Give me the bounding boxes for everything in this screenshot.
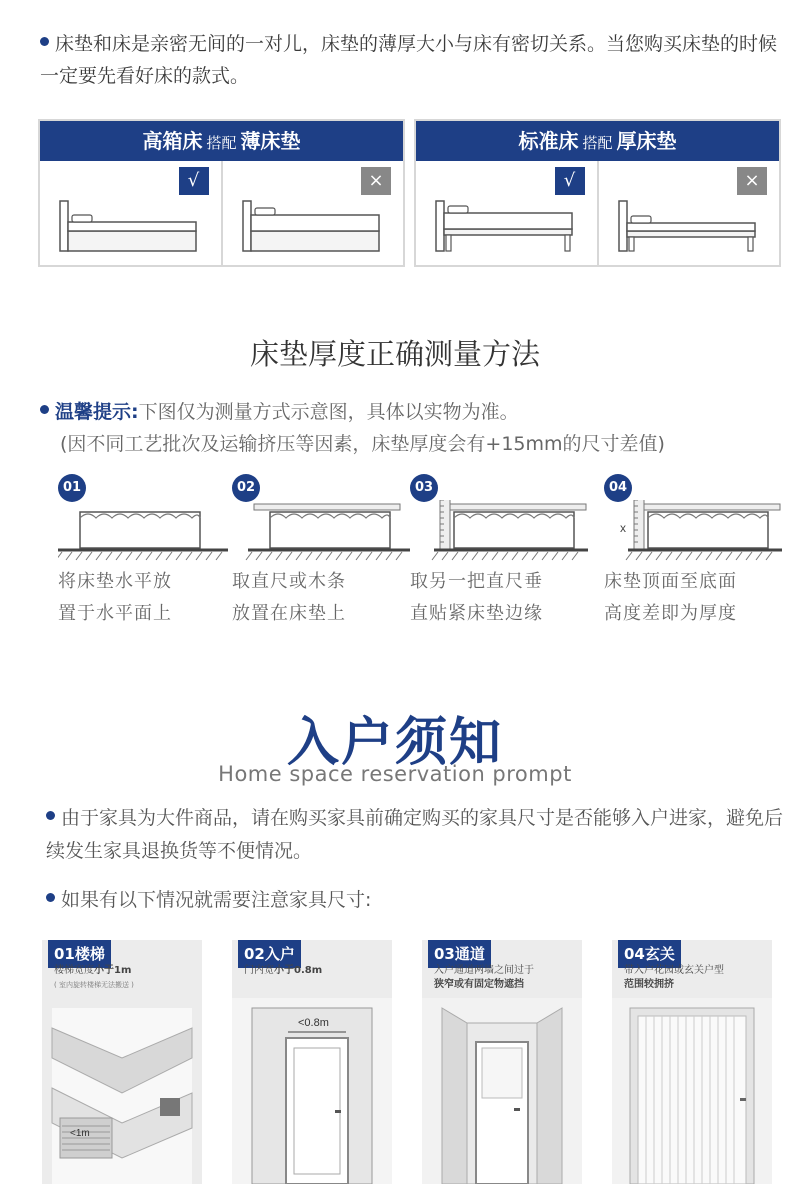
ruler-on-mattress-illustration: [232, 500, 412, 564]
standard-bed-thin-mattress-illustration: [613, 197, 763, 257]
step-number-badge: 03: [410, 474, 438, 502]
bullet-dot: [46, 893, 55, 902]
bed-cell-correct: [40, 161, 221, 265]
measure-step-2: 02 取直尺或木条 放置在床垫上: [232, 474, 412, 634]
entry-subtitle: Home space reservation prompt: [218, 762, 572, 786]
entry-card-stairs: 01楼梯 楼梯宽度小于1m ( 室内旋转楼梯无法搬送 ) <1m: [42, 940, 202, 1184]
vertical-ruler-illustration: [410, 500, 590, 564]
step-number-badge: 02: [232, 474, 260, 502]
tip-note: (因不同工艺批次及运输挤压等因素，床垫厚度会有+15mm的尺寸差值): [60, 433, 665, 455]
high-box-bed-thick-mattress-illustration: [237, 197, 387, 257]
measure-section-title: 床垫厚度正确测量方法: [249, 337, 540, 371]
tip-label: 温馨提示:: [55, 401, 139, 423]
intro-text: 床垫和床是亲密无间的一对儿，床垫的薄厚大小与床有密切关系。当您购买床垫的时候一定要先看好床的款式。: [40, 33, 778, 87]
step-number-badge: 01: [58, 474, 86, 502]
step-number-badge: 04: [604, 474, 632, 502]
standard-bed-thick-mattress-illustration: [430, 197, 580, 257]
bed-panel-header: 高箱床 搭配 薄床垫: [40, 121, 403, 161]
measure-tip: [40, 396, 780, 460]
bed-panel-high-box: [38, 119, 405, 267]
entry-card-corridor: 03通道 入户通道两墙之间过于 狭窄或有固定物遮挡: [422, 940, 582, 1184]
foyer-curtain-illustration: [612, 998, 772, 1184]
bed-cell-wrong: [221, 161, 404, 265]
entry-paragraph-2: 如果有以下情况就需要注意家具尺寸:: [46, 884, 786, 917]
high-box-bed-thin-mattress-illustration: [54, 197, 204, 257]
card-tag: 01楼梯: [48, 940, 111, 968]
bed-panel-header: 标准床 搭配 厚床垫: [416, 121, 779, 161]
entry-card-door: 02入户 门内宽小于0.8m <0.8m: [232, 940, 392, 1184]
bullet-dot: [46, 811, 55, 820]
card-tag: 02入户: [238, 940, 301, 968]
stairs-illustration: [42, 998, 202, 1184]
entry-card-foyer: 04玄关 带入户花园或玄关户型 范围较拥挤: [612, 940, 772, 1184]
thickness-measurement-illustration: [604, 500, 784, 564]
check-icon: √: [179, 167, 209, 195]
door-illustration: [232, 998, 392, 1184]
stairs-dimension-label: <1m: [70, 1128, 90, 1139]
door-dimension-label: <0.8m: [298, 1017, 329, 1029]
bullet-dot: [40, 405, 49, 414]
tip-text: 下图仅为测量方式示意图，具体以实物为准。: [138, 401, 519, 423]
measure-step-3: 03 取另一把直尺垂 直贴紧床垫边缘: [410, 474, 590, 634]
bed-cell-correct: [416, 161, 597, 265]
bullet-dot: [40, 37, 49, 46]
mattress-on-floor-illustration: [58, 500, 238, 564]
measure-step-1: 01 将床垫水平放 置于水平面上: [58, 474, 238, 634]
check-icon: √: [555, 167, 585, 195]
close-icon: ×: [361, 167, 391, 195]
thickness-x-label: x: [620, 521, 626, 535]
measure-step-4: 04 x 床垫顶面至底面 高度差即为厚度: [604, 474, 784, 634]
card-tag: 04玄关: [618, 940, 681, 968]
card-tag: 03通道: [428, 940, 491, 968]
bed-panel-standard: [414, 119, 781, 267]
entry-title: 入户须知: [286, 713, 503, 773]
entry-paragraph-1: 由于家具为大件商品，请在购买家具前确定购买的家具尺寸是否能够入户进家，避免后续发生家具退换货等不便情况。: [46, 807, 784, 862]
close-icon: ×: [737, 167, 767, 195]
corridor-illustration: [422, 998, 582, 1184]
bed-cell-wrong: [597, 161, 780, 265]
